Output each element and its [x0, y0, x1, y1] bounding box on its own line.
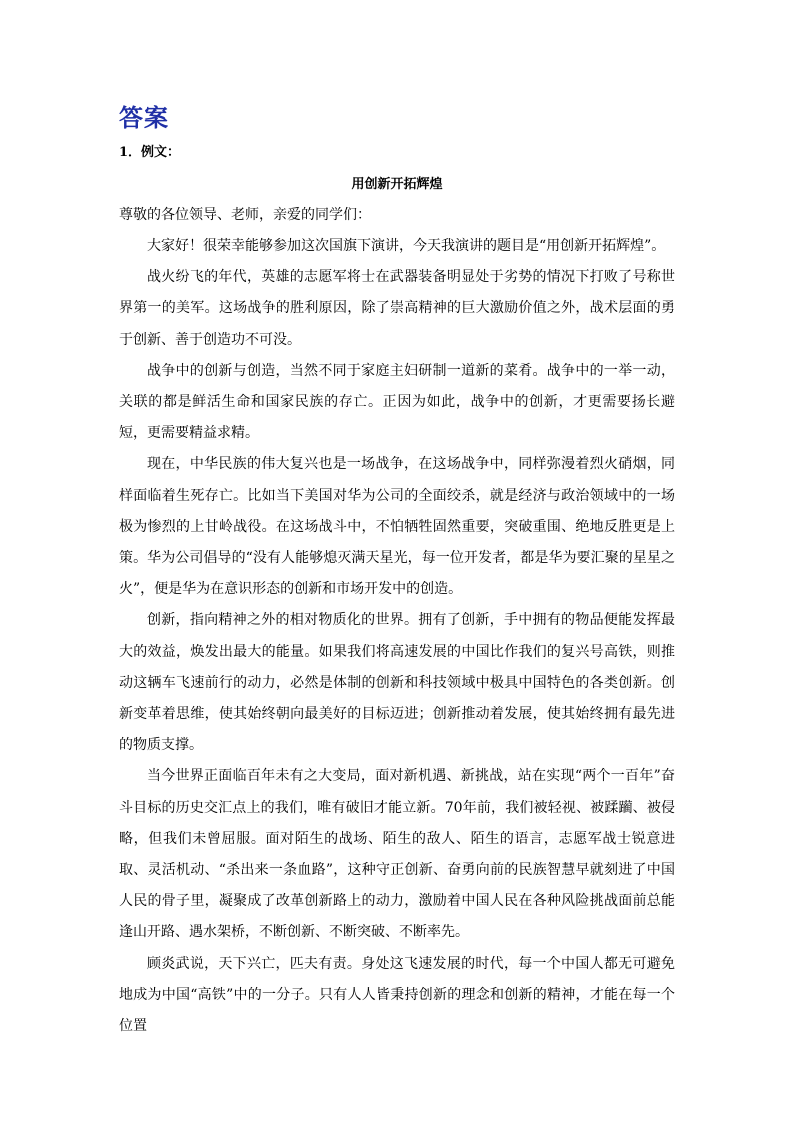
paragraph: 顾炎武说，天下兴亡，匹夫有责。身处这飞速发展的时代，每一个中国人都无可避免地成为中国“高铁”中的一分子。只有人人皆秉持创新的理念和创新的精神，才能在每一个位置 — [119, 955, 675, 1035]
paragraph: 当今世界正面临百年未有之大变局，面对新机遇、新挑战，站在实现“两个一百年”奋斗目标的历史交汇点上的我们，唯有破旧才能立新。70年前，我们被轻视、被蹂躏、被侵略，但我们未曾屈服。面对陌生的战场、陌生的敌人、陌生的语言，志愿军战士锐意进取、灵活机动、“杀出来一条血路”，这种守正创新、奋勇向前的民族智慧早就刻进了中国人民的骨子里，凝聚成了改革创新路上的动力，激励着中国人民在各种风险挑战面前总能逢山开路、遇水架桥，不断创新、不断突破、不断率先。 — [119, 768, 675, 941]
paragraph: 大家好！很荣幸能够参加这次国旗下演讲，今天我演讲的题目是“用创新开拓辉煌”。 — [147, 238, 666, 254]
paragraph: 战火纷飞的年代，英雄的志愿军将士在武器装备明显处于劣势的情况下打败了号称世界第一的美军。这场战争的胜利原因，除了崇高精神的巨大激励价值之外，战术层面的勇于创新、善于创造功不可没。 — [119, 269, 675, 348]
paragraph: 战争中的创新与创造，当然不同于家庭主妇研制一道新的菜肴。战争中的一举一动，关联的都是鲜活生命和国家民族的存亡。正因为如此，战争中的创新，才更需要扬长避短，更需要精益求精。 — [119, 362, 675, 442]
paragraph: 创新，指向精神之外的相对物质化的世界。拥有了创新，手中拥有的物品便能发挥最大的效益，焕发出最大的能量。如果我们将高速发展的中国比作我们的复兴号高铁，则推动这辆车飞速前行的动力，必然是体制的创新和科技领域中极具中国特色的各类创新。创新变革着思维，使其始终朝向最美好的目标迈进；创新推动着发展，使其始终拥有最先进的物质支撑。 — [119, 612, 675, 754]
item-label: 1．例文： — [119, 145, 181, 160]
document-content — [119, 97, 675, 1042]
essay-title: 用创新开拓辉煌 — [351, 177, 443, 192]
paragraph: 现在，中华民族的伟大复兴也是一场战争，在这场战争中，同样弥漫着烈火硝烟，同样面临着生死存亡。比如当下美国对华为公司的全面绞杀，就是经济与政治领域中的一场极为惨烈的上甘岭战役。在这场战斗中，不怕牺牲固然重要，突破重围、绝地反胜更是上策。华为公司倡导的“没有人能够熄灭满天星光，每一位开发者，都是华为要汇聚的星星之火”，便是华为在意识形态的创新和市场开发中的创造。 — [119, 456, 675, 598]
salutation: 尊敬的各位领导、老师，亲爱的同学们： — [119, 207, 371, 223]
answer-heading: 答案 — [119, 103, 169, 132]
